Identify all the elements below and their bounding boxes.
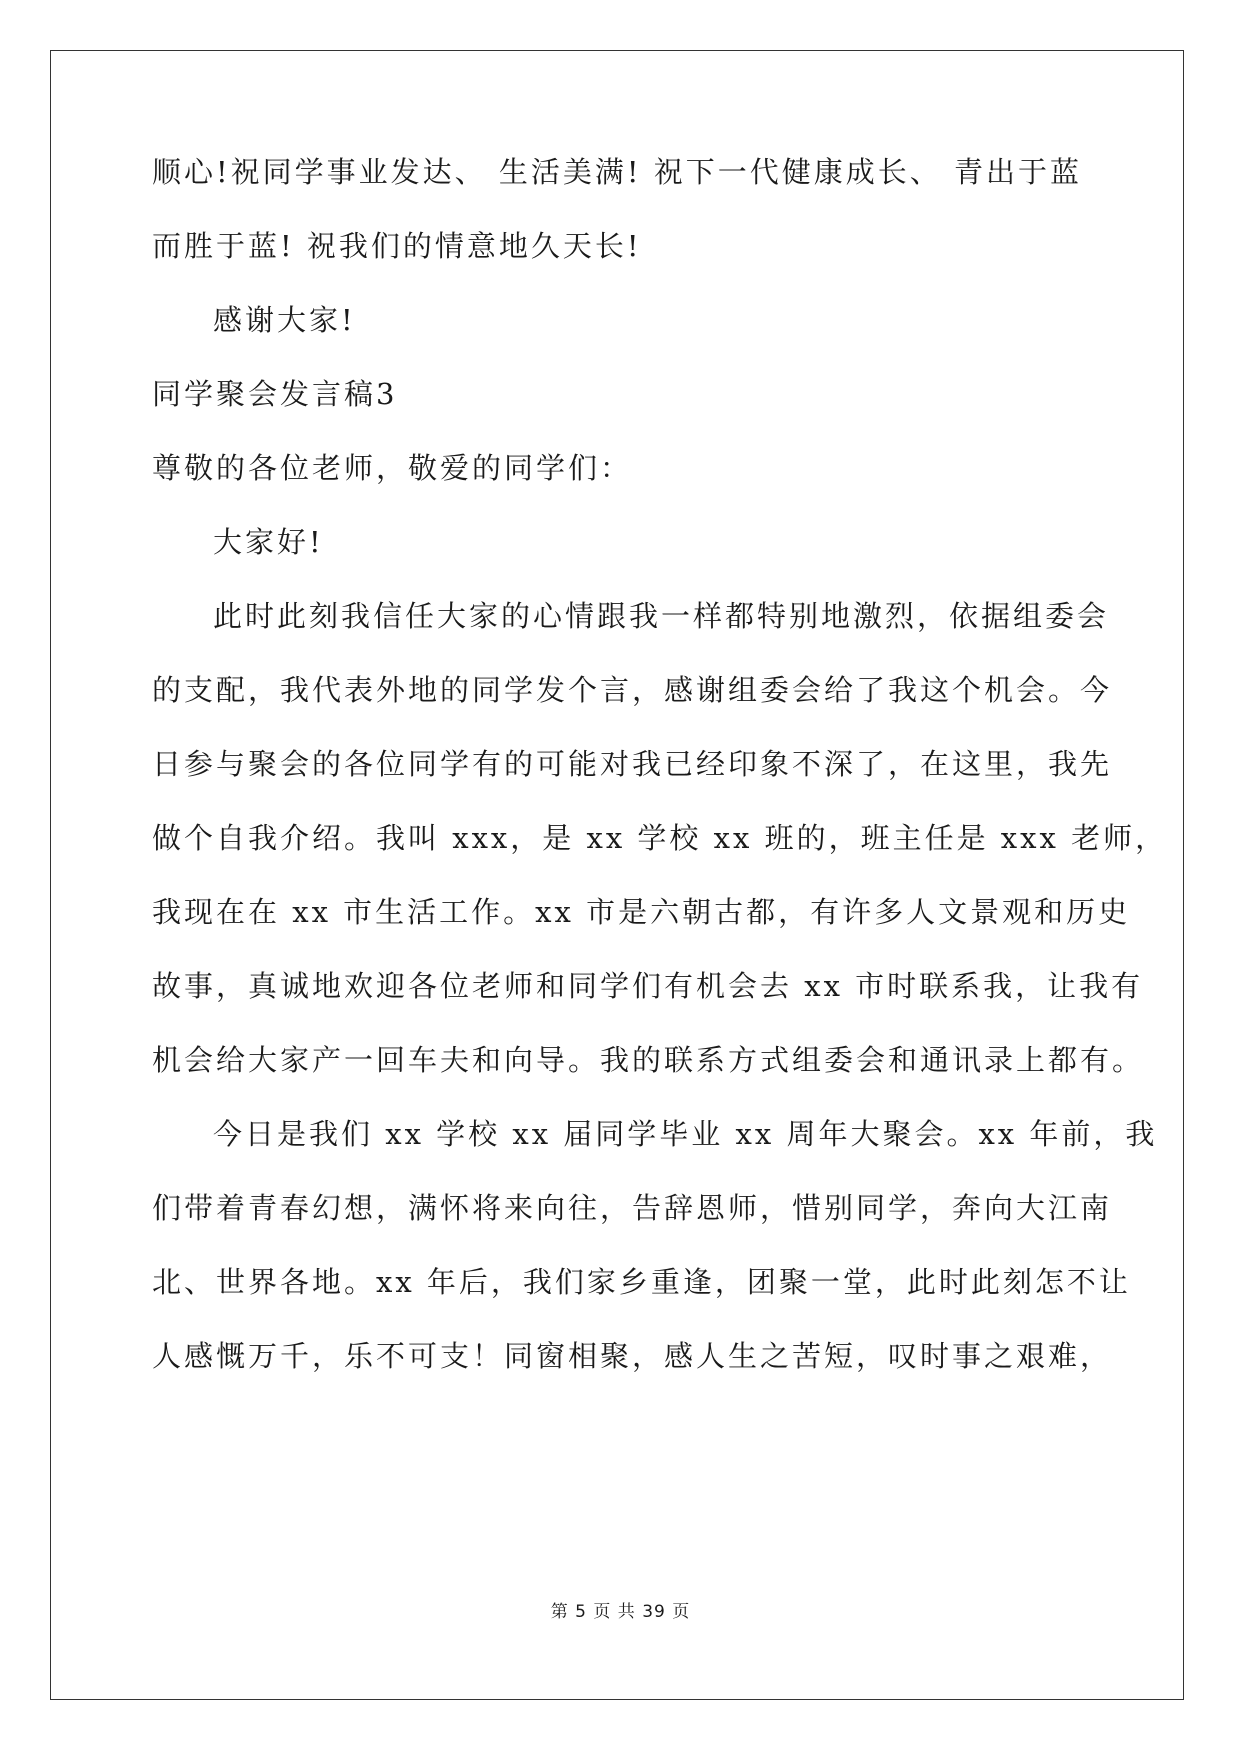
body-line: 而胜于蓝! 祝我们的情意地久天长!: [152, 229, 642, 263]
body-line: 感谢大家!: [213, 303, 356, 337]
body-line: 北、世界各地。xx 年后，我们家乡重逢，团聚一堂，此时此刻怎不让: [152, 1265, 1131, 1299]
salutation: 尊敬的各位老师，敬爱的同学们：: [152, 451, 633, 485]
body-line: 日参与聚会的各位同学有的可能对我已经印象不深了，在这里，我先: [152, 747, 1113, 781]
body-line: 故事，真诚地欢迎各位老师和同学们有机会去 xx 市时联系我，让我有: [152, 969, 1144, 1003]
body-line: 此时此刻我信任大家的心情跟我一样都特别地激烈，依据组委会: [213, 599, 1110, 633]
body-line: 顺心!祝同学事业发达、 生活美满! 祝下一代健康成长、 青出于蓝: [152, 155, 1082, 189]
body-line: 的支配，我代表外地的同学发个言，感谢组委会给了我这个机会。今: [152, 673, 1113, 707]
greeting: 大家好!: [213, 525, 324, 559]
page-border: [50, 50, 1184, 1700]
body-line: 人感慨万千，乐不可支！同窗相聚，感人生之苦短，叹时事之艰难，: [152, 1339, 1113, 1373]
body-line: 我现在在 xx 市生活工作。xx 市是六朝古都，有许多人文景观和历史: [152, 895, 1131, 929]
page-number-footer: 第 5 页 共 39 页: [550, 1602, 691, 1622]
body-line: 们带着青春幻想，满怀将来向往，告辞恩师，惜别同学，奔向大江南: [152, 1191, 1113, 1225]
section-title: 同学聚会发言稿3: [152, 377, 398, 411]
body-line: 今日是我们 xx 学校 xx 届同学毕业 xx 周年大聚会。xx 年前，我: [213, 1117, 1158, 1151]
body-line: 机会给大家产一回车夫和向导。我的联系方式组委会和通讯录上都有。: [152, 1043, 1145, 1077]
body-line: 做个自我介绍。我叫 xxx，是 xx 学校 xx 班的，班主任是 xxx 老师，: [152, 821, 1168, 855]
